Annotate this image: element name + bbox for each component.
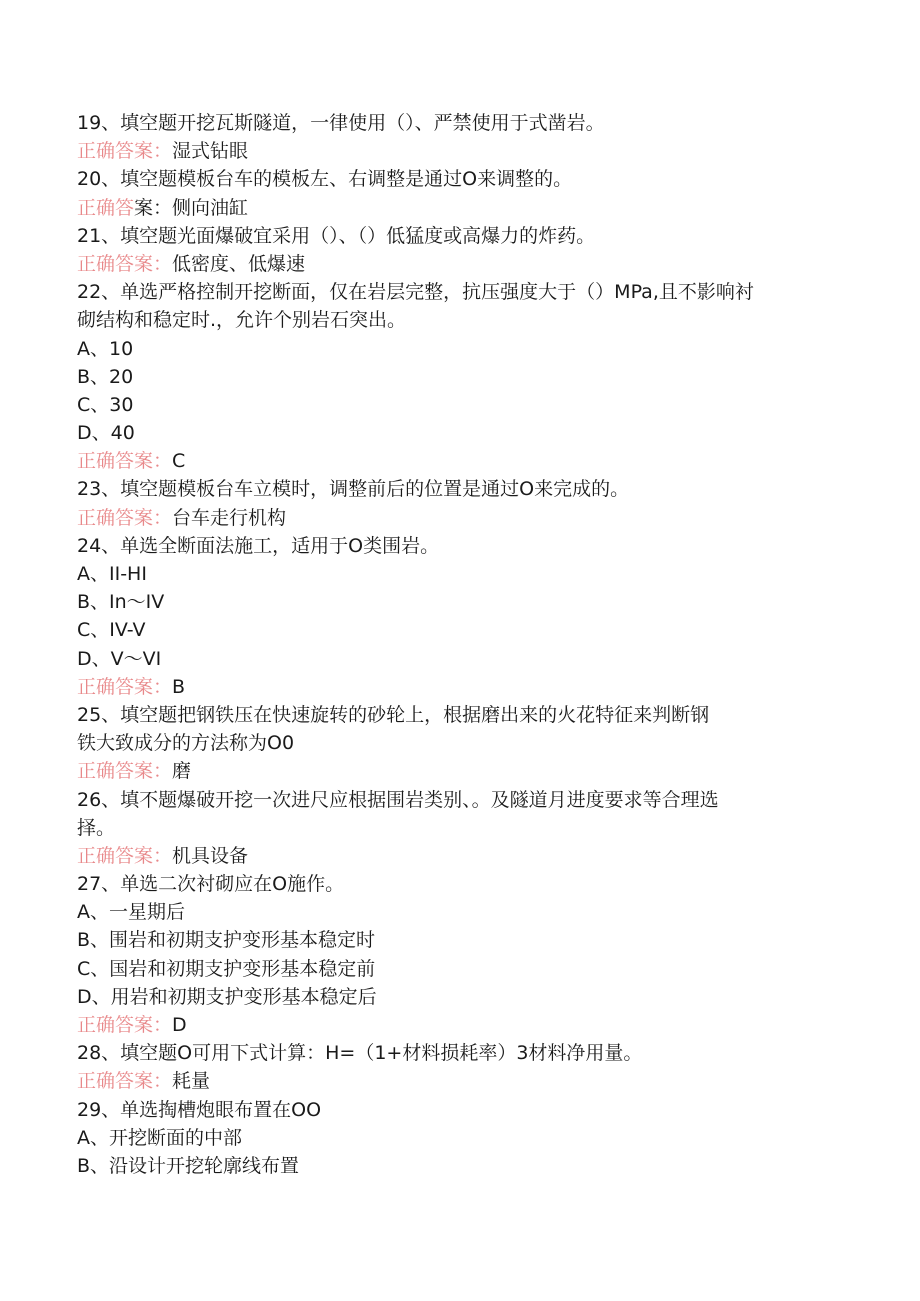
answer-22 (77, 447, 847, 475)
question-26-line-2: 择。 (77, 816, 116, 839)
answer-24 (77, 673, 847, 701)
option-22-a: A、10 (77, 337, 134, 360)
answer-label: 正确答案： (77, 1014, 173, 1036)
question-23: 23、填空题模板台车立模时，调整前后的位置是通过O来完成的。 (77, 478, 630, 501)
question-29: 29、单选掏槽炮眼布置在OO (77, 1098, 322, 1121)
answer-26 (77, 842, 847, 870)
answer-value: 低密度、低爆速 (172, 252, 306, 275)
answer-value: 耗量 (172, 1070, 211, 1093)
option-27-d: D、用岩和初期支护变形基本稳定后 (77, 985, 377, 1008)
answer-label: 正确答案： (77, 760, 173, 783)
question-20: 20、填空题模板台车的模板左、右调整是通过O来调整的。 (77, 168, 573, 191)
question-28: 28、填空题O可用下式计算：H=（1+材料损耗率）3材料净用量。 (77, 1042, 643, 1065)
question-26-line-1: 26、填不题爆破开挖一次进尺应根据围岩类别、。及隧道月进度要求等合理选 (77, 788, 719, 811)
answer-label: 正确答案： (77, 252, 173, 275)
answer-value: 磨 (172, 760, 192, 783)
answer-label: 正确答案： (77, 506, 173, 529)
option-22-c: C、30 (77, 393, 134, 416)
question-24: 24、单选全断面法施工，适用于O类围岩。 (77, 534, 440, 557)
question-25-line-2: 铁大致成分的方法称为O0 (77, 732, 295, 755)
question-22-line-1: 22、单选严格控制开挖断面，仅在岩层完整，抗压强度大于（）MPa,且不影响衬 (77, 281, 754, 304)
answer-value: 案：侧向油缸 (134, 196, 249, 219)
answer-value: D (172, 1014, 187, 1036)
question-22-line-2: 砌结构和稳定时.，允许个别岩石突出。 (77, 309, 407, 332)
answer-27 (77, 1011, 847, 1039)
answer-label: 正确答案： (77, 140, 173, 163)
answer-label: 正确答案： (77, 675, 173, 698)
answer-label: 正确答案： (77, 1070, 173, 1093)
answer-28 (77, 1067, 847, 1095)
answer-19 (77, 137, 847, 165)
answer-label: 正确答 (77, 196, 135, 219)
answer-label: 正确答案： (77, 844, 173, 867)
answer-20 (77, 194, 847, 222)
option-22-d: D、40 (77, 422, 135, 445)
option-27-b: B、围岩和初期支护变形基本稳定时 (77, 929, 376, 952)
option-24-b: B、In〜IV (77, 591, 165, 614)
answer-23 (77, 504, 847, 532)
option-27-a: A、一星期后 (77, 901, 185, 924)
question-21: 21、填空题光面爆破宜采用（）、（）低猛度或高爆力的炸药。 (77, 224, 596, 247)
option-27-c: C、国岩和初期支护变形基本稳定前 (77, 957, 376, 980)
answer-value: 台车走行机构 (172, 506, 287, 529)
answer-value: 湿式钻眼 (172, 140, 249, 163)
option-24-c: C、IV-V (77, 619, 146, 642)
answer-25 (77, 757, 847, 785)
document-body (77, 109, 847, 1180)
answer-value: B (172, 675, 186, 698)
option-24-d: D、V〜VI (77, 647, 162, 670)
answer-label: 正确答案： (77, 450, 173, 473)
option-29-a: A、开挖断面的中部 (77, 1126, 242, 1149)
option-29-b: B、沿设计开挖轮廓线布置 (77, 1154, 300, 1177)
answer-value: 机具设备 (172, 844, 249, 867)
question-25-line-1: 25、填空题把钢铁压在快速旋转的砂轮上，根据磨出来的火花特征来判断钢 (77, 703, 710, 726)
answer-value: C (172, 450, 186, 473)
answer-21 (77, 250, 847, 278)
question-27: 27、单选二次衬砌应在O施作。 (77, 873, 345, 896)
option-22-b: B、20 (77, 365, 134, 388)
question-19: 19、填空题开挖瓦斯隧道，一律使用（）、严禁使用于式凿岩。 (77, 112, 605, 134)
option-24-a: A、II-HI (77, 563, 147, 585)
